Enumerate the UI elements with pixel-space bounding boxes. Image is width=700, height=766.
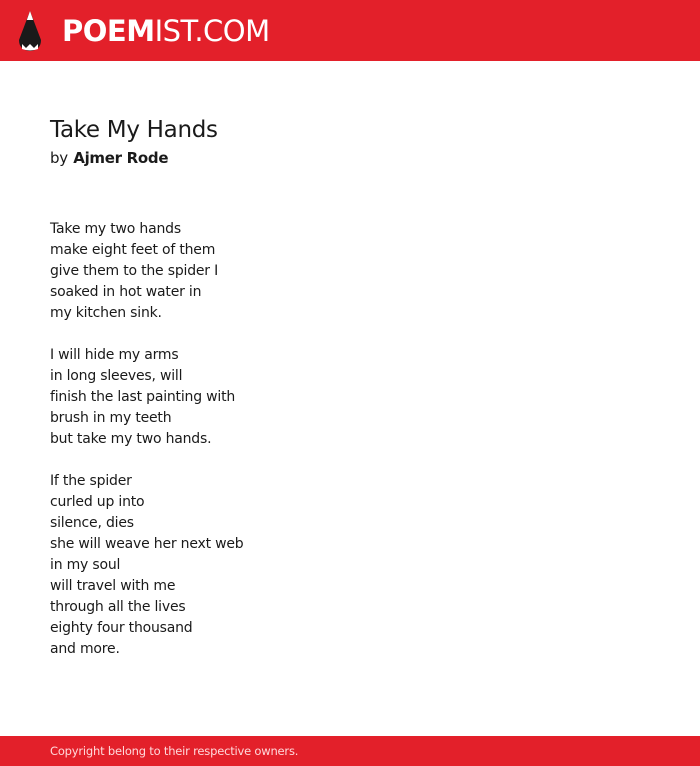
poem-line: If the spider	[50, 473, 132, 489]
poem-line: finish the last painting with	[50, 389, 236, 405]
poem-line: but take my two hands.	[50, 431, 212, 447]
site-logo-text	[62, 13, 270, 48]
poem-title: Take My Hands	[50, 117, 218, 143]
stanza	[50, 345, 650, 450]
logo-text-light: IST.COM	[154, 13, 270, 48]
poem-line: Take my two hands	[50, 221, 181, 237]
poem-line: curled up into	[50, 494, 145, 510]
poem-line: my kitchen sink.	[50, 305, 162, 321]
stanza	[50, 471, 650, 660]
byline-label: by	[50, 149, 68, 167]
poem-line: in long sleeves, will	[50, 368, 183, 384]
poem-line: and more.	[50, 641, 120, 657]
site-logo-link[interactable]	[17, 9, 270, 53]
poem-line: she will weave her next web	[50, 536, 244, 552]
poem-line: brush in my teeth	[50, 410, 172, 426]
poem-line: I will hide my arms	[50, 347, 179, 363]
poem-line: make eight feet of them	[50, 242, 216, 258]
logo-text-strong: POEM	[62, 13, 155, 48]
copyright-notice: Copyright belong to their respective owners.	[50, 744, 299, 758]
poem-line: will travel with me	[50, 578, 176, 594]
poem-line: through all the lives	[50, 599, 186, 615]
author-name: Ajmer Rode	[73, 149, 169, 167]
pencil-tip-icon	[17, 10, 43, 52]
poem-content	[50, 114, 650, 681]
poem-line: eighty four thousand	[50, 620, 193, 636]
poem-body	[50, 219, 650, 660]
poem-line: silence, dies	[50, 515, 134, 531]
stanza	[50, 219, 650, 324]
poem-line: give them to the spider I	[50, 263, 219, 279]
site-footer	[0, 736, 700, 766]
poem-line: in my soul	[50, 557, 121, 573]
poem-line: soaked in hot water in	[50, 284, 202, 300]
poem-byline	[50, 147, 650, 169]
site-header	[0, 0, 700, 61]
